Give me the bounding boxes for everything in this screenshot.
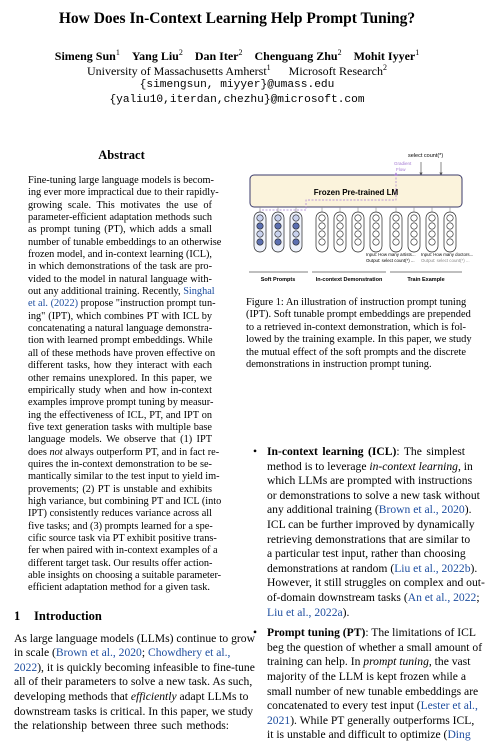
neuron	[257, 223, 263, 229]
neuron	[447, 223, 453, 229]
bullet-line	[267, 640, 483, 656]
citation-link: Liu et al., 2022b	[394, 561, 471, 575]
abstract-text: frozen model, and in-context learning (ICL),	[28, 249, 212, 261]
neuron-column	[408, 207, 420, 252]
abstract-line	[28, 422, 212, 434]
abstract-line	[28, 323, 212, 335]
neuron	[293, 231, 299, 237]
citation-link: Singhal	[183, 286, 215, 298]
neuron-column	[352, 207, 364, 252]
abstract-line	[28, 187, 219, 199]
neuron	[293, 239, 299, 245]
abstract-text: fer when paired with in-context examples of a	[28, 545, 218, 557]
group-label-ic: In-context Demonstration	[315, 277, 383, 283]
author-affiliation-marker: 2	[337, 48, 342, 57]
abstract-text: as prompt tuning (PT), which adds a small	[28, 224, 212, 236]
intro-line	[14, 704, 254, 720]
abstract-line	[28, 570, 222, 582]
neuron-column	[444, 207, 456, 252]
bullet-text: , the vast	[428, 655, 471, 669]
neuron	[319, 231, 325, 237]
bullet-text: ).	[464, 503, 472, 517]
neuron-column	[254, 207, 266, 252]
abstract-line	[28, 261, 212, 273]
bullet-line	[267, 488, 480, 504]
abstract-line	[28, 434, 212, 446]
affiliation-line	[0, 63, 474, 79]
abstract-line	[28, 311, 212, 323]
abstract-text: quires the in-context demonstration to be se-	[28, 458, 212, 470]
neuron	[275, 223, 281, 229]
bullet-text: it is unstable and difficult to optimize (	[267, 728, 448, 742]
train-input-text: Input: How many doctors...	[421, 252, 474, 257]
section-title: Introduction	[34, 608, 102, 623]
neuron	[411, 215, 417, 221]
group-label-soft: Soft Prompts	[260, 277, 296, 283]
citation-link: 2021	[267, 713, 291, 727]
abstract-text: out any additional training. Recently,	[28, 286, 184, 298]
abstract-line	[28, 236, 222, 249]
caption-line: the mutual effect of the soft prompts and the discrete	[246, 346, 466, 358]
neuron	[337, 231, 343, 237]
abstract-line	[28, 212, 212, 224]
caption-line: (IPT). Soft tunable prompt embeddings are prepended	[246, 309, 471, 321]
abstract-text: growing scale. This motivates the use of	[28, 199, 212, 211]
bullet-text: ICL can be further improved by dynamically	[267, 517, 475, 531]
abstract-text: tion with learned prompt embeddings. While	[28, 335, 213, 347]
bullet-line	[267, 655, 471, 670]
abstract-text: ing ever more impractical due to their rapidly-	[28, 187, 219, 199]
bullet-text: or demonstrations to solve a new task without	[267, 488, 480, 502]
neuron	[355, 215, 361, 221]
citation-link: Ding	[447, 728, 471, 742]
neuron	[429, 239, 435, 245]
neuron	[337, 215, 343, 221]
neuron	[293, 215, 299, 221]
bullet-text: ).	[342, 605, 350, 619]
abstract-line	[28, 298, 216, 310]
select-count-label: select count(*)	[408, 153, 444, 159]
intro-line	[14, 646, 229, 661]
author-name: Chenguang Zhu	[254, 49, 338, 63]
bullet-term: In-context learning (ICL)	[267, 445, 397, 458]
intro-text: the relationship between three such methods:	[14, 719, 229, 733]
neuron	[411, 223, 417, 229]
abstract-text: vided to the model in natural language with-	[28, 273, 212, 285]
abstract-line	[28, 459, 212, 471]
abstract-line	[28, 545, 218, 557]
bullet-text: which LLMs are prompted with instructions	[267, 474, 473, 488]
author-affiliation-marker: 2	[238, 48, 243, 57]
bullet-line	[267, 517, 475, 533]
bullet-text: majority of the LLM is kept frozen while a	[267, 669, 466, 683]
neuron	[393, 239, 399, 245]
bullet-line	[267, 503, 472, 518]
bullet-text: small number of new tunable embeddings are	[267, 684, 479, 698]
neuron-column	[426, 207, 438, 252]
intro-line	[14, 660, 255, 676]
citation-link: Liu et al., 2022a	[267, 605, 343, 619]
caption-line: to a retrieved in-context demonstration, which is fol-	[246, 321, 466, 333]
affiliation-number: 2	[382, 63, 387, 72]
neuron	[257, 231, 263, 237]
left-column	[14, 148, 255, 734]
bullet-line	[267, 606, 465, 621]
neuron	[337, 223, 343, 229]
abstract-line	[28, 521, 212, 533]
abstract-line	[28, 335, 212, 347]
abstract-text: concatenating a natural language demonstra-	[28, 323, 213, 335]
bullet-line	[267, 699, 478, 714]
abstract-text: examples improve prompt tuning by measur-	[28, 397, 214, 409]
author-affiliation-marker: 2	[178, 48, 183, 57]
abstract-text: able insights on choosing a suitable parameter-	[28, 570, 222, 581]
caption-line: lowed by the training example. In this paper, we study	[246, 334, 472, 346]
abstract-text: in which demonstrations of the task are pro-	[28, 261, 212, 273]
bullet-text: training can help. In	[267, 655, 364, 669]
bullet-text: ).	[470, 561, 478, 575]
abstract-line	[28, 446, 220, 459]
neuron	[319, 223, 325, 229]
abstract-line	[28, 347, 216, 360]
author-name: Yang Liu	[131, 49, 179, 63]
neuron	[393, 223, 399, 229]
bullet-text: any additional training (	[267, 503, 379, 517]
email-line: {yaliu10,iterdan,chezhu}@microsoft.com	[109, 94, 365, 106]
abstract-text: other remains unexplored. In this paper, we	[28, 372, 212, 384]
abstract-text: provements; (2) PT is unstable and exhibits	[28, 483, 212, 495]
gradient-flow-text: Flow	[396, 167, 406, 172]
abstract-text: ing" (IPT), which combines PT with ICL by	[28, 310, 212, 322]
affiliation-name: University of Massachusetts Amherst	[87, 64, 267, 78]
bullet-line	[267, 684, 479, 700]
ic-output-text: Output: select count(*) ...	[366, 258, 415, 263]
abstract-line	[28, 495, 222, 508]
abstract-text: always outperform PT, and in fact re-	[62, 446, 220, 458]
author-name: Simeng Sun	[54, 49, 116, 63]
abstract-line	[28, 175, 212, 187]
bullet-dot: •	[253, 445, 258, 458]
neuron	[429, 215, 435, 221]
abstract-text: efficient adaptation method for a given task.	[28, 582, 210, 594]
neuron	[275, 231, 281, 237]
abstract-line	[28, 200, 212, 212]
citation-link: Brown et al., 2020	[378, 503, 465, 517]
abstract-text: different tasks, how they interact with each	[28, 360, 212, 372]
bullet-line	[267, 532, 471, 548]
author-affiliation-marker: 1	[115, 48, 120, 57]
abstract-text: empirically study when and how in-context	[28, 384, 212, 396]
abstract-text: high variance, but combining PT and ICL (into	[28, 495, 222, 507]
affiliation-name: Microsoft Research	[288, 64, 383, 78]
bullet-line	[267, 713, 475, 729]
neuron	[411, 239, 417, 245]
abstract-line	[28, 471, 220, 483]
bullet-line	[267, 626, 476, 641]
abstract-text: different target task. Our results offer action-	[28, 557, 213, 569]
neuron	[355, 239, 361, 245]
neuron	[411, 231, 417, 237]
neuron-column	[334, 207, 346, 252]
author-list	[0, 48, 474, 64]
neuron	[373, 223, 379, 229]
intro-line	[14, 690, 249, 705]
abstract-text: mantically similar to the test input to yield im-	[28, 471, 220, 483]
abstract-line	[28, 373, 212, 385]
neuron	[447, 231, 453, 237]
gradient-flow-text: Gradient	[394, 161, 412, 166]
author-affiliation-marker: 1	[415, 48, 420, 57]
abstract-text: five text generation tasks with multiple base	[28, 421, 212, 433]
bullet-line	[267, 561, 478, 577]
abstract-line	[28, 385, 212, 397]
intro-line	[14, 631, 255, 647]
bullet-text: method is to leverage	[267, 459, 370, 473]
citation-link: Chowdhery et al.,	[147, 646, 231, 660]
abstract-text: all of these methods have proven effective on	[28, 347, 216, 359]
abstract-text: propose "instruction prompt tun-	[78, 298, 216, 310]
neuron	[355, 223, 361, 229]
neuron	[393, 231, 399, 237]
figure-1	[246, 153, 474, 290]
neuron-column	[390, 207, 402, 252]
author-name: Mohit Iyyer	[353, 49, 416, 63]
bullet-item	[253, 626, 483, 743]
neuron	[319, 239, 325, 245]
bullet-dot: •	[253, 626, 258, 640]
intro-text: downstream tasks is critical. In this paper, we study	[14, 704, 254, 718]
abstract-emphasis: not	[49, 446, 63, 458]
neuron	[447, 215, 453, 221]
neuron	[319, 215, 325, 221]
neuron-columns	[254, 207, 456, 252]
bullet-text: : The simplest	[396, 445, 465, 458]
neuron	[429, 223, 435, 229]
affiliation-number: 1	[266, 63, 271, 72]
abstract-line	[28, 582, 212, 594]
neuron-column	[370, 207, 382, 252]
bullet-line	[267, 576, 485, 591]
caption-line: Figure 1: An illustration of instruction prompt tuning	[246, 297, 467, 308]
neuron	[337, 239, 343, 245]
intro-text: in scale (	[14, 646, 56, 660]
abstract-line	[28, 274, 212, 286]
neuron	[257, 215, 263, 221]
email-line: {simengsun, miyyer}@umass.edu	[139, 79, 335, 91]
abstract-line	[28, 360, 212, 372]
bullet-text: demonstrations at random (	[267, 561, 395, 575]
abstract-heading: Abstract	[98, 148, 145, 162]
bullet-text: , in	[457, 459, 473, 473]
bullet-line	[267, 445, 465, 460]
section-number: 1	[14, 608, 21, 623]
abstract-body	[28, 175, 222, 595]
frozen-lm-label: Frozen Pre-trained LM	[313, 188, 399, 197]
bullet-text: ;	[476, 590, 480, 604]
citation-link: Lester et al.,	[420, 699, 478, 713]
neuron	[275, 215, 281, 221]
citation-link: et al. (2022)	[28, 298, 79, 310]
abstract-line	[28, 508, 212, 520]
intro-body	[14, 631, 255, 734]
intro-text: ), it is quickly becoming infeasible to fine-tune	[37, 660, 255, 674]
author-name: Dan Iter	[194, 49, 239, 63]
caption-line: demonstrations in instruction prompt tuning.	[246, 359, 432, 371]
paper-title: How Does In-Context Learning Help Prompt Tuning?	[58, 10, 416, 27]
neuron	[447, 239, 453, 245]
bullet-emphasis: in-context learning	[369, 459, 458, 473]
abstract-line	[28, 484, 212, 496]
bullet-text: of-domain downstream tasks (	[267, 590, 408, 604]
abstract-text: cific source task via PT exhibit positive trans-	[28, 532, 217, 544]
intro-text: As large language models (LLMs) continue to grow	[14, 631, 255, 645]
train-output-text: Output: select count(*) ...	[421, 258, 470, 263]
ic-input-text: Input: How many artists...	[366, 252, 416, 257]
abstract-line	[28, 532, 217, 545]
neuron	[393, 215, 399, 221]
abstract-line	[28, 397, 212, 409]
neuron-column	[316, 207, 328, 252]
bullet-line	[267, 590, 480, 606]
abstract-text: ing the effectiveness of ICL, PT, and IPT on	[28, 409, 212, 421]
abstract-text: parameter-efficient adaptation methods such	[28, 212, 212, 224]
intro-text: all of their parameters to solve a new task. As such,	[14, 675, 253, 689]
intro-emphasis: efficiently	[130, 690, 177, 704]
abstract-text: number of tunable embeddings to an otherwise	[28, 236, 222, 248]
neuron	[373, 215, 379, 221]
bullet-emphasis: prompt tuning	[363, 655, 429, 669]
neuron	[257, 239, 263, 245]
intro-text: developing methods that	[14, 690, 131, 704]
abstract-line	[28, 224, 212, 236]
bullet-text: retrieving demonstrations that are similar to	[267, 532, 471, 546]
bullet-text: a particular test input, rather than choosing	[267, 547, 466, 561]
abstract-text: Fine-tuning large language models is becom-	[28, 175, 214, 186]
gradient-flow-label	[394, 161, 412, 172]
bullet-text: However, it still struggles on complex and out-	[267, 576, 485, 590]
bullet-line	[267, 474, 473, 489]
abstract-line	[28, 558, 212, 570]
citation-link: An et al., 2022	[407, 590, 477, 604]
neuron	[275, 239, 281, 245]
neuron	[373, 239, 379, 245]
bullet-line	[267, 728, 471, 743]
citation-link: Brown et al., 2020	[55, 646, 142, 660]
abstract-text: language models. We observe that (1) IPT	[28, 434, 212, 446]
abstract-line	[28, 286, 215, 298]
bullet-text: concatenated to every test input (	[267, 699, 421, 713]
abstract-line	[28, 410, 212, 422]
group-label-train: Train Example	[407, 277, 445, 283]
neuron-column	[272, 207, 284, 252]
citation-link: 2022	[14, 660, 38, 674]
intro-text: ;	[141, 646, 148, 660]
bullet-line	[267, 547, 465, 562]
neuron	[373, 231, 379, 237]
neuron	[429, 231, 435, 237]
intro-text: adapt LLMs to	[176, 690, 249, 704]
abstract-line	[28, 249, 212, 261]
intro-line	[14, 719, 229, 734]
bullet-item	[253, 445, 485, 620]
bullet-text: : The limitations of ICL	[365, 626, 476, 640]
neuron	[355, 231, 361, 237]
section-heading	[14, 609, 229, 624]
bullet-text: ). While PT generally outperforms ICL,	[290, 713, 475, 727]
abstract-text: five tasks; and (3) prompts learned for a spe-	[28, 520, 213, 532]
bullet-term: Prompt tuning (PT)	[267, 626, 366, 640]
abstract-text: IPT) consistently reduces variance across all	[28, 508, 212, 520]
neuron-column	[290, 207, 302, 252]
bullet-line	[267, 670, 465, 685]
abstract-text: does	[28, 446, 50, 458]
method-bullets	[253, 445, 485, 749]
figure-caption	[246, 297, 472, 371]
bullet-text: beg the question of whether a small amount of	[267, 640, 483, 654]
bullet-line	[267, 459, 473, 475]
neuron	[293, 223, 299, 229]
intro-line	[14, 675, 253, 690]
